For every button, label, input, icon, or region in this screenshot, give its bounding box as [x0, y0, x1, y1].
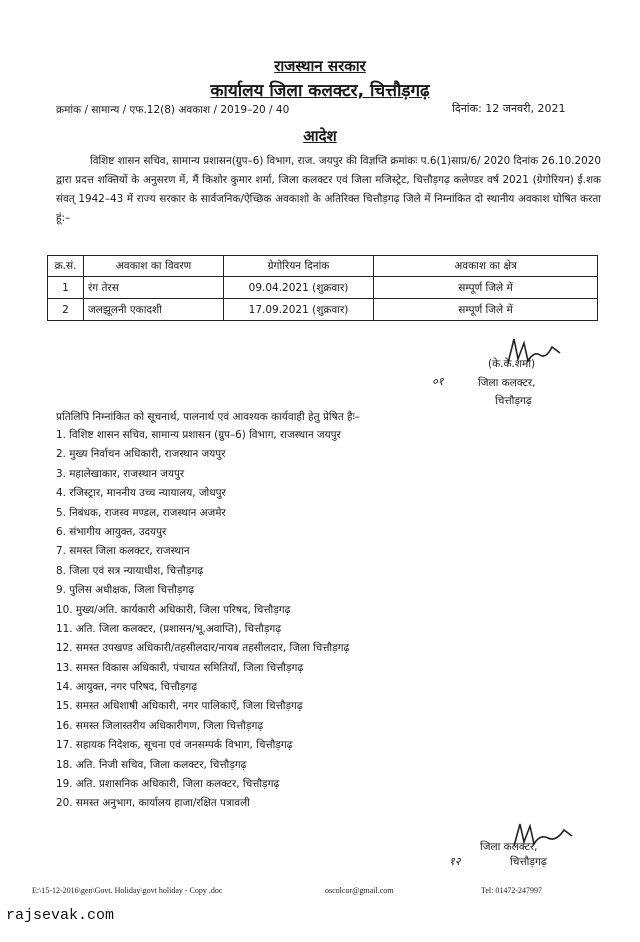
list-item: 9. पुलिस अधीक्षक, जिला चित्तौड़गढ़	[56, 584, 195, 597]
list-item: 4. रजिस्ट्रार, माननीय उच्च न्यायालय, जोधपुर	[56, 487, 226, 500]
signatory-designation: जिला कलक्टर,	[480, 841, 538, 853]
handwritten-mark: ०१	[432, 375, 444, 388]
list-item: 12. समस्त उपखण्ड अधिकारी/तहसीलदार/नायब तहसीलदार, जिला चित्तौड़गढ़	[56, 642, 350, 655]
list-item: 16. समस्त जिलास्तरीय अधिकारीगण, जिला चित्तौड़गढ़	[56, 719, 264, 732]
list-item: 2. मुख्य निर्वाचन अधिकारी, राजस्थान जयपुर	[56, 448, 226, 461]
cell-date: 17.09.2021 (शुक्रवार)	[224, 299, 374, 321]
list-item: 8. जिला एवं सत्र न्यायाधीश, चित्तौड़गढ़	[56, 564, 204, 577]
list-item: 20. समस्त अनुभाग, कार्यालय हाजा/रक्षित पत्रावली	[56, 797, 250, 810]
list-item: 17. सहायक निदेशक, सूचना एवं जनसम्पर्क विभाग, चित्तौड़गढ़	[56, 739, 293, 752]
cell-area: सम्पूर्ण जिले में	[374, 277, 598, 299]
list-item: 3. महालेखाकार, राजस्थान जयपुर	[56, 467, 185, 480]
office-heading: कार्यालय जिला कलक्टर, चित्तौड़गढ़	[210, 81, 430, 101]
list-item: 7. समस्त जिला कलक्टर, राजस्थान	[56, 545, 190, 558]
footer-email: oscolcor@gmail.com	[325, 886, 394, 895]
col-description: अवकाश का विवरण	[84, 256, 224, 277]
government-heading: राजस्थान सरकार	[274, 57, 366, 75]
list-item: 10. मुख्य/अति. कार्यकारी अधिकारी, जिला परिषद, चित्तौड़गढ़	[56, 603, 291, 616]
footer-telephone: Tel: 01472-247997	[481, 886, 542, 895]
cell-date: 09.04.2021 (शुक्रवार)	[224, 277, 374, 299]
copy-to-intro: प्रतिलिपि निम्नांकित को सूचनार्थ, पालनार्थ एवं आवश्यक कार्यवाही हेतु प्रेषित हैः–	[56, 411, 360, 423]
list-item: 11. अति. जिला कलक्टर, (प्रशासन/भू.अवाप्ति), चित्तौड़गढ़	[56, 622, 282, 635]
holiday-table-header	[48, 256, 598, 277]
list-item: 18. अति. निजी सचिव, जिला कलक्टर, चित्तौड़गढ़	[56, 758, 247, 771]
holiday-table	[47, 255, 598, 321]
reference-number: क्रमांक / सामान्य / एफ.12(8) अवकाश / 2019–20 / 40	[56, 104, 290, 116]
cell-serial: 1	[48, 277, 84, 299]
order-title: आदेश	[303, 127, 337, 145]
cell-description: जलझूलनी एकादशी	[84, 299, 224, 321]
col-area: अवकाश का क्षेत्र	[374, 256, 598, 277]
list-item: 14. आयुक्त, नगर परिषद, चित्तौड़गढ़	[56, 681, 198, 694]
site-watermark: rajsevak.com	[6, 907, 115, 924]
table-row	[48, 299, 598, 321]
table-row	[48, 277, 598, 299]
list-item: 1. विशिष्ट शासन सचिव, सामान्य प्रशासन (ग्रुप–6) विभाग, राजस्थान जयपुर	[56, 429, 341, 441]
list-item: 5. निबंधक, राजस्व मण्डल, राजस्थान अजमेर	[56, 506, 226, 519]
col-date: ग्रेगोरियन दिनांक	[224, 256, 374, 277]
cell-area: सम्पूर्ण जिले में	[374, 299, 598, 321]
order-body: विशिष्ट शासन सचिव, सामान्य प्रशासन(ग्रुप–6) विभाग, राज. जयपुर की विज्ञप्ति क्रमांकः प.6(1)साप्र/6/ 2020 दिनांक 26.10.2020 द्वारा प्रदत्त शक्तियों के अनुसरण में, मैं किशोर कुमार शर्मा, जिला कलक्टर एवं जिला मजिस्ट्रेट, चित्तौड़गढ़ कलेण्डर वर्ष 2021 (ग्रेगोरियन) ई.शक संवत् 1942–43 में राज्य सरकार के सार्वजनिक/ऐच्छिक अवकाशो के अतिरिक्त चित्तौड़गढ़ जिले में निम्नांकित दो स्थानीय अवकाश घोषित करता हूं:–	[56, 155, 601, 224]
cell-serial: 2	[48, 299, 84, 321]
order-date: दिनांक: 12 जनवरी, 2021	[452, 102, 566, 115]
signatory-designation: जिला कलक्टर,	[478, 377, 536, 389]
signatory-place: चित्तौड़गढ़	[510, 856, 547, 868]
list-item: 13. समस्त विकास अधिकारी, पंचायत समितियाँ, जिला चित्तौड़गढ़	[56, 661, 304, 674]
signatory-name: (के.के.शर्मा)	[488, 358, 536, 370]
cell-description: रंग तेरस	[84, 277, 224, 299]
signatory-place: चित्तौड़गढ़	[495, 395, 532, 407]
list-item: 6. संभागीय आयुक्त, उदयपुर	[56, 525, 167, 538]
copy-to-list	[56, 426, 349, 814]
list-item: 19. अति. प्रशासनिक अधिकारी, जिला कलक्टर, चित्तौड़गढ़	[56, 778, 280, 791]
handwritten-mark: १२	[449, 855, 461, 868]
footer-file-path: E:\15-12-2016\gen\Govt. Holiday\govt holiday - Copy .doc	[32, 886, 223, 895]
col-serial: क्र.सं.	[48, 256, 84, 277]
list-item: 15. समस्त अधिशाषी अधिकारी, नगर पालिकाऐं, जिला चित्तौड़गढ़	[56, 700, 303, 713]
